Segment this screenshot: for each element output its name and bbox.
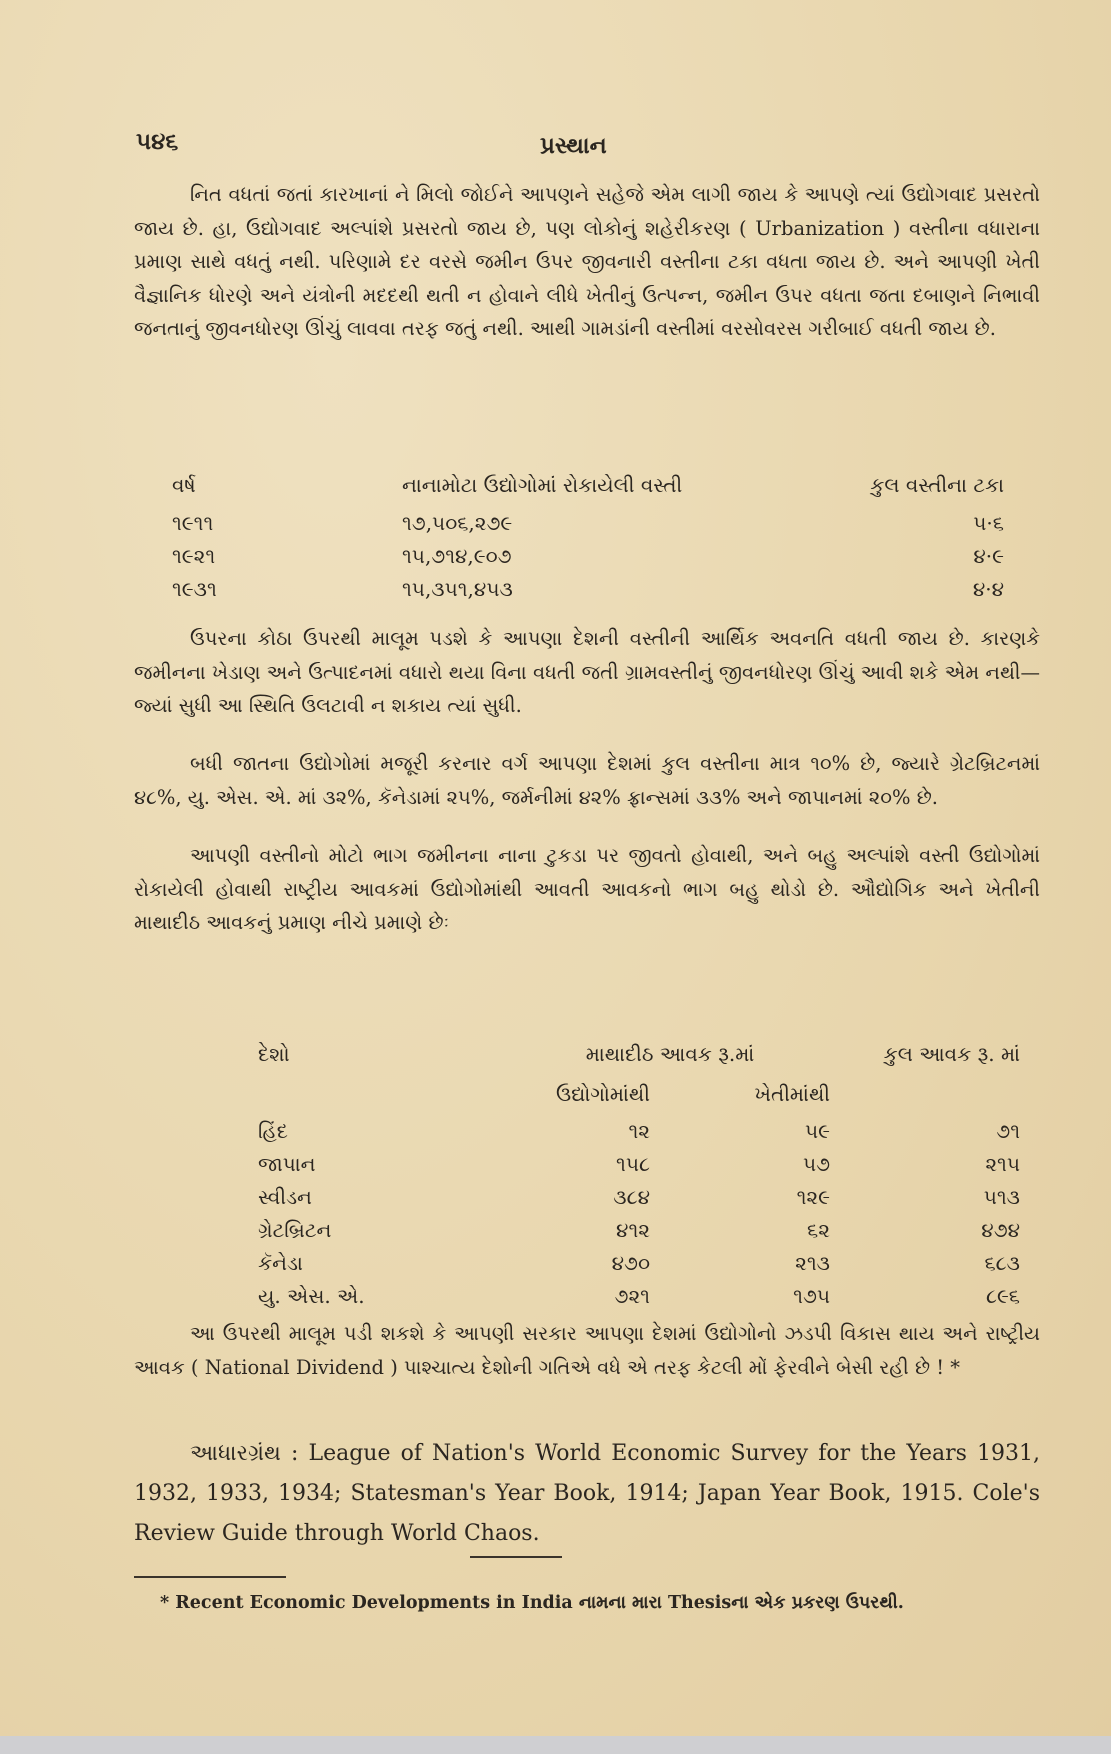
cell-year: ૧૯૨૧ — [172, 543, 216, 568]
table-header-row — [258, 1034, 1048, 1074]
cell-country: કૅનેડા — [258, 1250, 303, 1275]
cell-population: ૧૫,૩૫૧,૪૫૩ — [402, 576, 513, 601]
table-row — [258, 1180, 1048, 1213]
paragraph-conclusion: આ ઉપરથી માલૂમ પડી શકશે કે આપણી સરકાર આપણા દેશમાં ઉદ્યોગોનો ઝડપી વિકાસ થાય અને રાષ્ટ્રીય આવક ( National Dividend ) પાશ્ચાત્ય દેશોની ગતિએ વધે એ તરફ કેટલી મોં ફેરવીને બેસી રહી છે ! * — [134, 1322, 1040, 1379]
table-header-row — [172, 464, 1042, 506]
cell-percent: ૪·૪ — [972, 576, 1004, 601]
table-subheader-row — [258, 1074, 1048, 1114]
table-row — [258, 1279, 1048, 1312]
paragraph-economic-decline: ઉપરના કોઠા ઉપરથી માલૂમ પડશે કે આપણા દેશની વસ્તીની આર્થિક અવનતિ વધતી જાય છે. કારણકે જમીનના ખેડાણ અને ઉત્પાદનમાં વધારો થયા વિના વધતી જતી ગ્રામવસ્તીનું જીવનધોરણ ઊંચું આવી શકે એમ નથી—જ્યાં સુધી આ સ્થિતિ ઉલટાવી ન શકાય ત્યાં સુધી. — [134, 627, 1040, 717]
paragraph-national-income: આપણી વસ્તીનો મોટો ભાગ જમીનના નાના ટુકડા પર જીવતો હોવાથી, અને બહુ અલ્પાંશે વસ્તી ઉદ્યોગોમાં રોકાયેલી હોવાથી રાષ્ટ્રીય આવકમાં ઉદ્યોગોમાંથી આવતી આવકનો ભાગ બહુ થોડો છે. ઔદ્યોગિક અને ખેતીની માથાદીઠ આવકનું પ્રમાણ નીચે પ્રમાણે છેઃ — [134, 844, 1040, 934]
footnote-text: Recent Economic Developments in India નામના મારા Thesisના એક પ્રકરણ ઉપરથી. — [175, 1593, 904, 1613]
cell-country: સ્વીડન — [258, 1184, 312, 1209]
cell-country: હિંદ — [258, 1118, 288, 1143]
paragraph-urbanization: નિત વધતાં જતાં કારખાનાં ને મિલો જોઈને આપણને સહેજે એમ લાગી જાય કે આપણે ત્યાં ઉદ્યોગવાદ પ્રસરતો જાય છે. હા, ઉદ્યોગવાદ અલ્પાંશે પ્રસરતો જાય છે, પણ લોકોનું શહેરીકરણ ( Urbanization ) વસ્તીના વધારાના પ્રમાણ સાથે વધતું નથી. પરિણામે દર વરસે જમીન ઉપર જીવનારી વસ્તીના ટકા વધતા જાય છે. અને આપણી ખેતી વૈજ્ઞાનિક ધોરણે અને યંત્રોની મદદથી થતી ન હોવાને લીધે ખેતીનું ઉત્પન્ન, જમીન ઉપર વધતા જતા દબાણને નિભાવી જનતાનું જીવનધોરણ ઊંચું લાવવા તરફ જતું નથી. આથી ગામડાંની વસ્તીમાં વરસોવરસ ગરીબાઈ વધતી જાય છે. — [134, 183, 1040, 340]
header-per-capita: માથાદીઠ આવક રૂ.માં — [585, 1042, 755, 1066]
cell-country: યુ. એસ. એ. — [258, 1283, 365, 1308]
table-row — [258, 1147, 1048, 1180]
header-industrial-population: નાનામોટા ઉદ્યોગોમાં રોકાયેલી વસ્તી — [402, 473, 683, 497]
paragraph-industrial-workers: બધી જાતના ઉદ્યોગોમાં મજૂરી કરનાર વર્ગ આપણા દેશમાં કુલ વસ્તીના માત્ર ૧૦% છે, જ્યારે ગ્રેટબ્રિટનમાં ૪૮%, યુ. એસ. એ. માં ૩૨%, કૅનેડામાં ૨૫%, જર્મનીમાં ૪૨% ફ્રાન્સમાં ૩૩% અને જાપાનમાં ૨૦% છે. — [134, 752, 1040, 809]
cell-total: ૭૧ — [996, 1118, 1020, 1143]
cell-percent: ૫·૬ — [973, 510, 1004, 535]
header-year: વર્ષ — [172, 473, 196, 497]
footnote-rule — [134, 1576, 286, 1578]
cell-agriculture: ૨૧૩ — [795, 1250, 830, 1275]
paragraph-references: આધારગ્રંથ : League of Nation's World Economic Survey for the Years 1931, 1932, 1933, 1934; Statesman's Year Book, 1914; Japan Year Book, 1915. Cole's Review Guide through World Chaos. — [134, 1441, 1040, 1546]
cell-industry: ૪૭૦ — [611, 1250, 650, 1275]
cell-industry: ૪૧૨ — [616, 1217, 650, 1242]
header-total-income: કુલ આવક રૂ. માં — [883, 1042, 1020, 1066]
table-row — [172, 539, 1042, 572]
header-countries: દેશો — [258, 1042, 290, 1066]
table-row — [172, 572, 1042, 605]
table-row — [172, 506, 1042, 539]
cell-total: ૨૧૫ — [985, 1151, 1020, 1176]
cell-total: ૪૭૪ — [981, 1217, 1020, 1242]
footnote-asterisk: * — [160, 1593, 176, 1613]
cell-total: ૫૧૩ — [983, 1184, 1020, 1209]
cell-country: ગ્રેટબ્રિટન — [258, 1217, 332, 1242]
cell-agriculture: ૫૭ — [802, 1151, 830, 1176]
table-row — [258, 1114, 1048, 1147]
cell-year: ૧૯૧૧ — [172, 510, 214, 535]
cell-agriculture: ૧૨૯ — [796, 1184, 830, 1209]
cell-industry: ૧૫૮ — [616, 1151, 650, 1176]
cell-population: ૧૫,૭૧૪,૯૦૭ — [402, 543, 512, 568]
footnote — [134, 1588, 1040, 1618]
cell-year: ૧૯૩૧ — [172, 576, 217, 601]
cell-population: ૧૭,૫૦૬,૨૭૯ — [402, 510, 513, 535]
page-header — [0, 128, 1111, 168]
table-row — [258, 1213, 1048, 1246]
cell-industry: ૧૨ — [628, 1118, 650, 1143]
cell-agriculture: ૬૨ — [807, 1217, 830, 1242]
header-from-industry: ઉદ્યોગોમાંથી — [556, 1082, 650, 1106]
header-from-agriculture: ખેતીમાંથી — [754, 1082, 830, 1106]
header-percent: કુલ વસ્તીના ટકા — [870, 473, 1004, 497]
cell-industry: ૩૮૪ — [613, 1184, 650, 1209]
section-divider — [470, 1556, 562, 1558]
running-title: પ્રસ્થાન — [540, 132, 607, 159]
scan-edge — [0, 1736, 1111, 1754]
cell-country: જાપાન — [258, 1151, 316, 1176]
cell-total: ૬૮૩ — [984, 1250, 1020, 1275]
cell-percent: ૪·૯ — [973, 543, 1004, 568]
table-row — [258, 1246, 1048, 1279]
cell-industry: ૭૨૧ — [614, 1283, 650, 1308]
cell-total: ૮૯૬ — [985, 1283, 1020, 1308]
cell-agriculture: ૧૭૫ — [793, 1283, 830, 1308]
industrial-population-table — [172, 464, 1042, 605]
page-number: ૫૪૬ — [136, 128, 179, 155]
income-table — [258, 1034, 1048, 1312]
cell-agriculture: ૫૯ — [805, 1118, 830, 1143]
